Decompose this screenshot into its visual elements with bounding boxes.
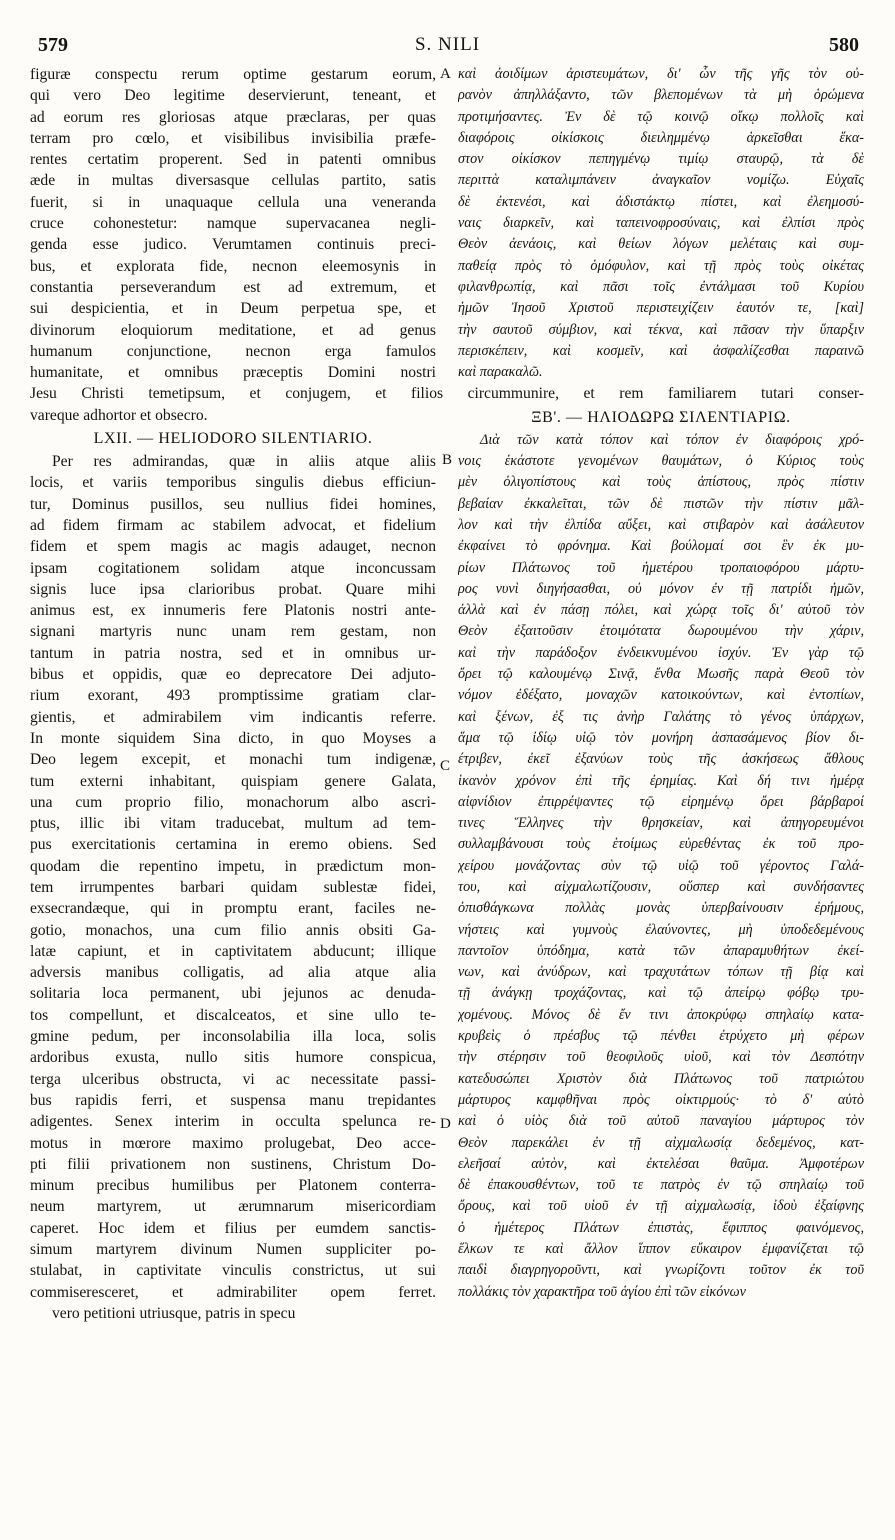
greek-letter-heading: ΞΒ'. — ΗΛΙΟΔΩΡΩ ΣΙΛΕΝΤΙΑΡΙΩ. [531,408,791,426]
running-header [0,34,895,64]
text-line: ρανὸν ἀπηλλάξαντο, τῶν βλεπομένων τὰ μὴ ὁρώμενα [458,87,864,104]
text-line: qui vero Deo legitime deservierunt, teneant, et [30,87,436,105]
text-line: tum externi inhabitant, quispiam genere Galata, [30,772,436,790]
text-line: ardoribus exusta, nullo sitis humore conspicua, [30,1049,436,1067]
text-line: ptus, illic ibi vitam traducebat, multum ad tem- [30,815,436,833]
text-line: ἡμῶν Ἰησοῦ Χριστοῦ περιστειχίζειν ἑαυτόν τε, [καὶ] [458,300,864,317]
margin-marker-d: D [440,1116,451,1132]
text-line: λον καὶ τὴν ἐλπίδα αὔξει, καὶ στιβαρὸν καὶ ἀσάλευτον [458,516,864,533]
text-line: caperet. Hoc idem et filius per eumdem sanctis- [30,1219,436,1237]
text-line: καὶ παρακαλῶ. [458,364,543,381]
text-line: του, καὶ αἰχμαλωτίζουσιν, οὕσπερ καὶ συνδήσαντες [458,878,864,895]
text-line: νων, καὶ ἀνύδρων, καὶ τραχυτάτων τόπων τῇ βίᾳ καὶ [458,964,864,981]
text-line: stulabat, in captivitate vinculis constrictus, ut sui [30,1262,436,1280]
text-line: sui despicientia, et in Deum perpetua spe, et [30,300,436,318]
text-line: solitaria loca permanent, ubi jejunos ac denuda- [30,985,436,1003]
text-line: ἕλκων τε καὶ ἄλλον ἵππον εὔκαιρον ἐμφανίζεται τῷ [458,1241,864,1258]
text-line: καὶ ὁ υἱὸς διὰ τοῦ αὐτοῦ παναγίου μάρτυρος τὸν [458,1113,864,1130]
text-line: tos compellunt, et discalceatos, et sine ullo te- [30,1006,436,1024]
text-line: νήστεις καὶ γυμνοὺς ἐλαύνοντες, μὴ ὑποδεδεμένους [458,921,864,938]
text-line: δὲ ἐπακουσθέντων, τοῦ τε πατρὸς ἐν τῷ σπηλαίῳ τοῦ [458,1177,864,1194]
text-line: ad eorum res gloriosas atque præclaras, per quas [30,108,436,126]
text-line: τὴν στέρησιν τοῦ θεοφιλοῦς υἱοῦ, καὶ τὸν Δεσπότην [458,1049,864,1066]
latin-letter-text [30,451,436,1324]
text-line: Θεὸν ἀενάοις, καὶ θείων λόγων μελέταις καὶ συμ- [458,236,864,253]
text-line: φιλανθρωπίᾳ, καὶ πᾶσι τοῖς ἐντάλμασι τοῦ Κυρίου [458,278,864,295]
text-line: gientis, et admirabilem vim indicantis referre. [30,708,436,726]
text-line: tantum in patria nostra, sed et in omnibus ur- [30,644,436,662]
text-line: rium exorant, 493 promptissime gratiam clar- [30,687,436,705]
text-line: terga ulceribus obstructa, vi ac necessitate passi- [30,1070,436,1088]
text-line: locis, et variis temporibus singulis diebus efficiun- [30,474,436,492]
text-line: In monte siquidem Sina dicto, in quo Moyses a [30,729,436,747]
text-line: χείρου μονάζοντας σὺν τῷ υἱῷ τοῦ γέροντος Γαλά- [458,857,864,874]
page-number-right: 580 [829,34,859,56]
text-line: νόμον ἐδέξατο, μοναχῶν κατοικούντων, καὶ ἐντοπίων, [458,687,864,704]
text-line: tem irrumpentes barbari quidam sublestæ fidei, [30,878,436,896]
text-line: καὶ τὴν παράδοξον ἐνδεικνυμένου ἰσχύν. Ἐν γὰρ τῷ [458,644,864,661]
text-line: gotio, monachos, una cum filio annis obsiti Ga- [30,921,436,939]
text-line: figuræ conspectu rerum optime gestarum eorum, [30,66,436,83]
margin-marker-b: B [442,452,453,468]
text-line: rentes certatim properent. Sed in patenti omnibus [30,151,436,169]
text-line: vero petitioni utriusque, patris in specu [52,1304,296,1322]
text-line: ad fidem firmam ac stabilem advocat, et fidelium [30,516,436,534]
text-line: ὀπισθάγκωνα πολλὰς μονὰς ὑπερβαίνουσιν ἐρήμους, [458,900,864,917]
text-line: ὄρει τῷ καλουμένῳ Σινᾷ, ἔνθα Μωσῆς παρὰ Θεοῦ τὸν [458,666,864,683]
text-line: τῇ ἀνάγκῃ τροχάζοντας, καὶ τῷ ἀπείρῳ φόβῳ τρυ- [458,985,864,1002]
greek-letter-text [458,430,864,1303]
text-line: bus, et explorata fide, necnon eleemosynis in [30,257,436,275]
text-line: vareque adhortor et obsecro. [30,406,208,424]
text-line: μὲν ὀλιγοπίστους καὶ τοὺς ἀπίστους, πρὸς πίστιν [458,474,864,491]
text-line: αἰφνίδιον ἐπιρρέψαντες τῷ εἰρημένῳ ὄρει βάρβαροί [458,793,864,810]
text-line: pti filii privationem non sustinens, Christum Do- [30,1155,436,1173]
text-line: δὲ ἐκτενέσι, καὶ ἀδιστάκτῳ πίστει, καὶ ἐλεημοσύ- [458,193,864,210]
text-line: terram pro cœlo, et visibilibus invisibilia præfe- [30,129,436,147]
text-line: βεβαίαν ἐκκαλεῖται, τῶν δὲ πιστῶν τὴν πίστιν μᾶλ- [458,495,864,512]
text-line: παντοῖον ὑπόδημα, κατὰ τῶν ἀπαραμυθήτων ἐκεί- [458,942,864,959]
text-line: νοις ἑκάστοτε γενομένων θαυμάτων, ὁ Κύριος τοὺς [458,453,864,470]
text-line: ἱκανὸν χρόνον ἐπὶ τῆς ἐρημίας. Καὶ δή τινι ἡμέρᾳ [458,772,864,789]
text-line: pus exercitationis certamina in eremo obiens. Sed [30,836,436,854]
text-line: neum martyrem, ut ærumnarum misericordiam [30,1198,436,1216]
text-line: genda esse judico. Verumtamen continuis preci- [30,236,436,254]
text-line: constantia perseverandum est ad extremum, et [30,278,436,296]
text-line: ναις διαρκεῖν, καὶ ταπεινοφροσύναις, καὶ ἐλπίσι πρὸς [458,215,864,232]
text-line: bibus et oppidis, quæ eo deprecatore Dei adjuto- [30,666,436,684]
margin-marker-a: A [440,66,451,82]
text-line: commiseresceret, et admirabiliter opem ferret. [30,1283,436,1301]
text-line: ελεῆσαί αὐτὸν, καὶ ἐκτελέσαι θαῦμα. Ἀμφοτέρων [458,1155,864,1172]
text-line: adigentes. Senex interim in occulta spelunca re- [30,1113,436,1131]
text-line: καὶ ἀοιδίμων ἀριστευμάτων, δι' ὧν τῆς γῆς τὸν οὐ- [458,66,864,82]
text-line: humanum conjunctione, necnon erga famulos [30,342,436,360]
text-line: προτιμήσαντες. Ἐν δὲ τῷ κοινῷ οἴκῳ πολλοῖς καὶ [458,108,864,125]
text-line: Per res admirandas, quæ in aliis atque aliis [52,453,436,471]
text-line: latæ capiunt, et in captivitatem abducunt; illique [30,942,436,960]
text-line: minum precibus humilibus per Platonem conterra- [30,1177,436,1195]
text-line: una cum proprio filio, monachorum albo ascri- [30,793,436,811]
text-line: signani martyris nunc unam rem gestam, non [30,623,436,641]
text-line: Θεὸν ἐξαιτοῦσιν ἑτοιμότατα δωρουμένου τὴν χάριν, [458,623,864,640]
text-line: ρος νυνὶ διηγήσασθαι, οὐ μόνον ἐν τῇ πατρίδι ἡμῶν, [458,580,864,597]
margin-marker-c: C [440,758,451,774]
page-number-left: 579 [38,34,68,56]
text-line: τὴν σαυτοῦ σύμβιον, καὶ τέκνα, καὶ πᾶσαν τὴν ὕπαρξιν [458,321,864,338]
running-title: S. NILI [414,34,481,55]
text-line: ὄρους, καὶ τοῦ υἱοῦ ἐν τῇ αἰχμαλωσίᾳ, ἰδοὺ ἐξαίφνης [458,1198,864,1215]
text-line: bus rapidis ferri, et suspensa manu trepidantes [30,1091,436,1109]
text-line: παιδὶ διαγρηγοροῦντι, καὶ γνωρίζοντι τοῦτον ἐκ τοῦ [458,1262,864,1279]
text-line: ἀλλὰ καὶ ἐν πάσῃ πόλει, καὶ χώρᾳ τοῖς δι' αὐτοῦ τὸν [458,602,864,619]
text-line: gmine pedum, per inconsolabilia illa loca, solis [30,1028,436,1046]
text-line: simum martyrem divinum Numen suppliciter po- [30,1241,436,1259]
text-line: tur, Dominus pusillos, seu nullius fidei homines, [30,495,436,513]
text-line: περιττὰ καταλιμπάνειν ἀναγκαῖον νομίζω. Εὐχαῖς [458,172,864,189]
text-line: ἅμα τῷ ἰδίῳ υἱῷ τὸν μονήρη ἀσπασάμενος βίον δι- [458,729,864,746]
greek-top-text [458,64,864,383]
text-line: ipsam cogitationem solidam atque inconcussam [30,559,436,577]
text-line: exsecrandæque, qui in promptu erant, faciles ne- [30,900,436,918]
greek-column [458,64,864,1303]
text-line: στον οἰκίσκον πεπηγμένῳ τιμίῳ σταυρῷ, τὰ δὲ [458,151,864,168]
text-line: χομένους. Μόνος δὲ ἔν τινι ἀποκρύφῳ σπηλαίῳ κατα- [458,1006,864,1023]
text-line: έτριβεν, ἐκεῖ ἐξανύων τοὺς τῆς ἀσκήσεως ἄθλους [458,751,864,768]
text-line: Θεὸν παρεκάλει ἐν τῇ αἰχμαλωσίᾳ δεδεμένος, κατ- [458,1134,864,1151]
text-line: cruce cohonestetur: namque supervacanea negli- [30,215,436,233]
text-line: quodam die repentino impetu, in prædictum mon- [30,857,436,875]
text-line: fidem et spem magis ac magis adauget, necnon [30,538,436,556]
text-line: περισκέπειν, καὶ κοσμεῖν, καὶ ἀσφαλίζεσθαι παραινῶ [458,342,864,359]
text-line: ἐκφαίνει τὸ φρόνημα. Καὶ βούλομαί σοι ἓν ἐκ μυ- [458,538,864,555]
text-line: Deo legem excepit, et monachi tum indigenæ, [30,751,436,769]
text-line: signis luce ipsa clarioribus probat. Quare mihi [30,580,436,598]
text-line: τινες Ἕλληνες τὴν θρησκείαν, καὶ ἀπηγορευμένοι [458,815,864,832]
text-line: animus est, ex innumeris fere Platonis nostri ante- [30,602,436,620]
text-line: κρυβεὶς ὁ πρέσβυς τῷ πένθει ἐτρύχετο μὴ φέρων [458,1028,864,1045]
latin-letter-heading: LXII. — HELIODORO SILENTIARIO. [93,430,373,448]
text-line: μάρτυρος καμφθῆναι πρὸς οἰκτιρμούς· τὸ δ' αὐτὸ [458,1091,864,1108]
text-line: Jesu Christi temetipsum, et conjugem, et filios circummunire, et rem familiarem tutari conser- [30,385,864,403]
text-line: διαφόροις οἰκίσκοις διειλημμένῳ ἀρκεῖσθαι ἕκα- [458,129,864,146]
text-line: κατεδυσώπει Χριστὸν διὰ Πλάτωνος τοῦ πατριώτου [458,1070,864,1087]
greek-spacer [458,383,864,404]
text-line: Διὰ τῶν κατὰ τόπον καὶ τόπον ἐν διαφόροις χρό- [480,431,864,448]
text-line: συλλαμβάνουσι τοὺς ἑτοίμως εὑρεθέντας ἐκ τοῦ προ- [458,836,864,853]
text-line: adversis manibus colligatis, ad alia atque alia [30,964,436,982]
text-line: ὁ ἡμέτερος Πλάτων ἐπιστὰς, ἔφιππος φαινόμενος, [458,1219,864,1236]
text-line: παθείᾳ πρὸς τὸ ὁμόφυλον, καὶ τῇ πρὸς τοὺς οἰκέτας [458,257,864,274]
text-line: ρίων Πλάτωνος τοῦ ἡμετέρου τροπαιοφόρου μάρτυ- [458,559,864,576]
text-line: divinorum eloquiorum meditatione, et ad genus [30,321,436,339]
text-line: æde in multas diversasque cellulas partito, satis [30,172,436,190]
text-line: καὶ ξένων, ἐξ τις ἀνὴρ Γαλάτης τὸ γένος ὑπάρχων, [458,708,864,725]
text-line: humanitate, et omnibus præceptis Domini nostri [30,364,436,382]
text-line: fuerit, si in unaquaque cellula una veneranda [30,193,436,211]
text-line: πολλάκις τὸν χαρακτῆρα τοῦ ἁγίου ἐπὶ τῶν εἰκόνων [458,1283,746,1300]
text-line: motus in mœrore maximo prolugebat, Deo acce- [30,1134,436,1152]
